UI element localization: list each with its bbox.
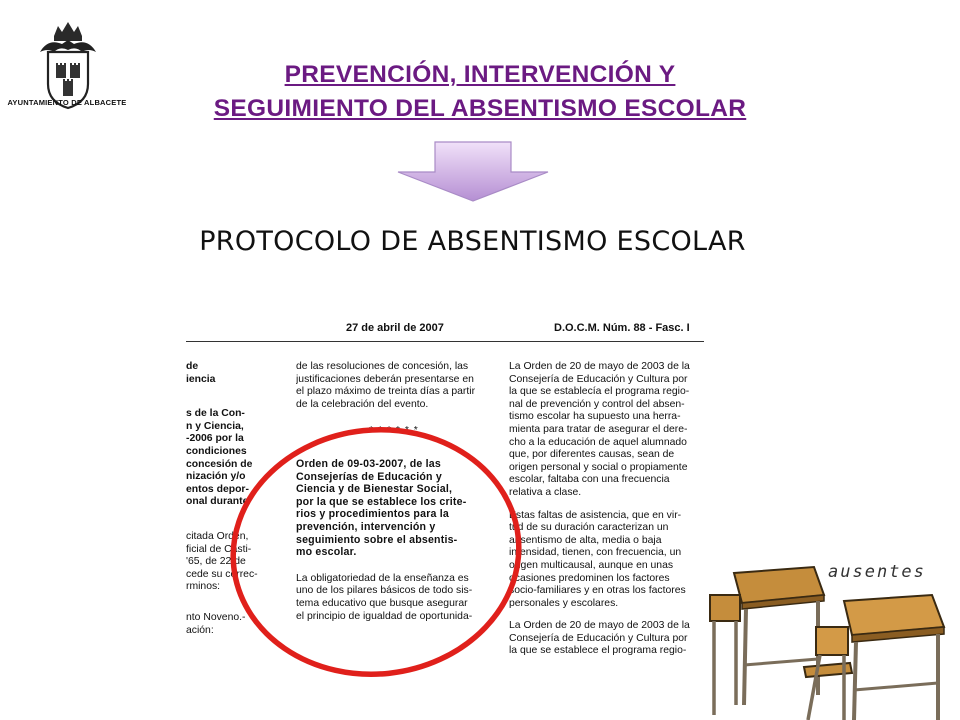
page-title: [130, 58, 830, 126]
text-line: s de la Con-: [186, 408, 245, 420]
text-line: entos depor-: [186, 483, 249, 495]
text-line: cede su correc-: [186, 568, 258, 580]
text-line: mo escolar.: [296, 546, 357, 559]
text-line: el principio de igualdad de oportunida-: [296, 610, 473, 622]
text-line: la que se establecía el programa regio-: [509, 386, 690, 398]
text-line: prevención, intervención y: [296, 520, 436, 533]
text-line: La Orden de 20 de mayo de 2003 de la: [509, 620, 690, 632]
text-line: Consejerías de Educación y: [296, 470, 442, 483]
text-line: tema educativo que busque asegurar: [296, 597, 468, 609]
header-rule: [186, 341, 704, 342]
text-line: socio-familiares y en otras los factores: [509, 585, 686, 597]
arrow-down-icon: [395, 140, 551, 204]
document-column-right: [509, 361, 705, 668]
text-line: relativa a clase.: [509, 486, 582, 498]
text-line: cho a la educación de aquel alumnado: [509, 436, 687, 448]
section-separator: * * * * * *: [369, 425, 419, 437]
school-desks-illustration: [704, 555, 960, 720]
text-line: ficial de Casti-: [186, 543, 252, 555]
text-line: Consejería de Educación y Cultura por: [509, 373, 688, 385]
document-date: 27 de abril de 2007: [346, 322, 444, 334]
text-line: escolar, faltaba con una frecuencia: [509, 474, 670, 486]
text-line: Consejería de Educación y Cultura por: [509, 632, 688, 644]
text-line: Estas faltas de asistencia, que en vir-: [509, 509, 682, 521]
text-line: por la que se establece los crite-: [296, 495, 467, 508]
text-line: ación:: [186, 624, 214, 636]
text-line: nto Noveno.-: [186, 611, 246, 623]
text-line: iencia: [186, 373, 216, 385]
text-line: origen multicausal, aunque en unas: [509, 559, 674, 571]
title-line-2: SEGUIMIENTO DEL ABSENTISMO ESCOLAR: [213, 95, 747, 122]
protocol-heading: PROTOCOLO DE ABSENTISMO ESCOLAR: [199, 226, 746, 257]
text-line: el plazo máximo de treinta días a partir: [296, 386, 476, 398]
text-line: que, por diferentes causas, sean de: [509, 449, 675, 461]
text-line: personales y escolares.: [509, 597, 619, 609]
text-line: seguimiento sobre el absentis-: [296, 533, 458, 546]
text-line: ocasiones predominen los factores: [509, 572, 670, 584]
text-line: de: [186, 361, 199, 372]
text-line: de la celebración del evento.: [296, 398, 429, 410]
ausentes-label: ausentes: [828, 562, 926, 582]
text-line: n y Ciencia,: [186, 420, 244, 432]
text-line: La Orden de 20 de mayo de 2003 de la: [509, 361, 690, 372]
text-line: Ciencia y de Bienestar Social,: [296, 483, 453, 496]
text-line: rios y procedimientos para la: [296, 508, 449, 521]
text-line: concesión de: [186, 458, 253, 470]
text-line: intensidad, tienen, con frecuencia, un: [509, 547, 682, 559]
text-line: mienta para tratar de asegurar el dere-: [509, 423, 688, 435]
text-line: uno de los pilares básicos de todo sis-: [296, 585, 473, 597]
text-line: onal durante: [186, 496, 249, 508]
text-line: La obligatoriedad de la enseñanza es: [296, 572, 469, 584]
text-line: nización y/o: [186, 471, 246, 483]
logo-caption: AYUNTAMIENTO DE ALBACETE: [7, 98, 127, 107]
text-line: de las resoluciones de concesión, las: [296, 361, 469, 372]
text-line: Orden de 09-03-2007, de las: [296, 457, 441, 470]
text-line: condiciones: [186, 445, 247, 457]
text-line: rminos:: [186, 581, 221, 593]
document-reference: D.O.C.M. Núm. 88 - Fasc. I: [554, 322, 690, 334]
text-line: nal de prevención y control del absen-: [509, 398, 685, 410]
text-line: la que se establece el programa regio-: [509, 645, 687, 657]
text-line: origen personal y social o propiamente: [509, 461, 688, 473]
text-line: citada Orden,: [186, 530, 249, 542]
text-line: justificaciones deberán presentarse en: [296, 373, 474, 385]
text-line: '65, de 22 de: [186, 556, 246, 568]
text-line: tud de su duración caracterizan un: [509, 522, 669, 534]
text-line: tismo escolar ha supuesto una herra-: [509, 411, 681, 423]
title-line-1: PREVENCIÓN, INTERVENCIÓN Y: [284, 61, 676, 88]
red-highlight-circle: [226, 424, 526, 680]
text-line: absentismo de alta, media o baja: [509, 534, 662, 546]
text-line: -2006 por la: [186, 433, 244, 445]
